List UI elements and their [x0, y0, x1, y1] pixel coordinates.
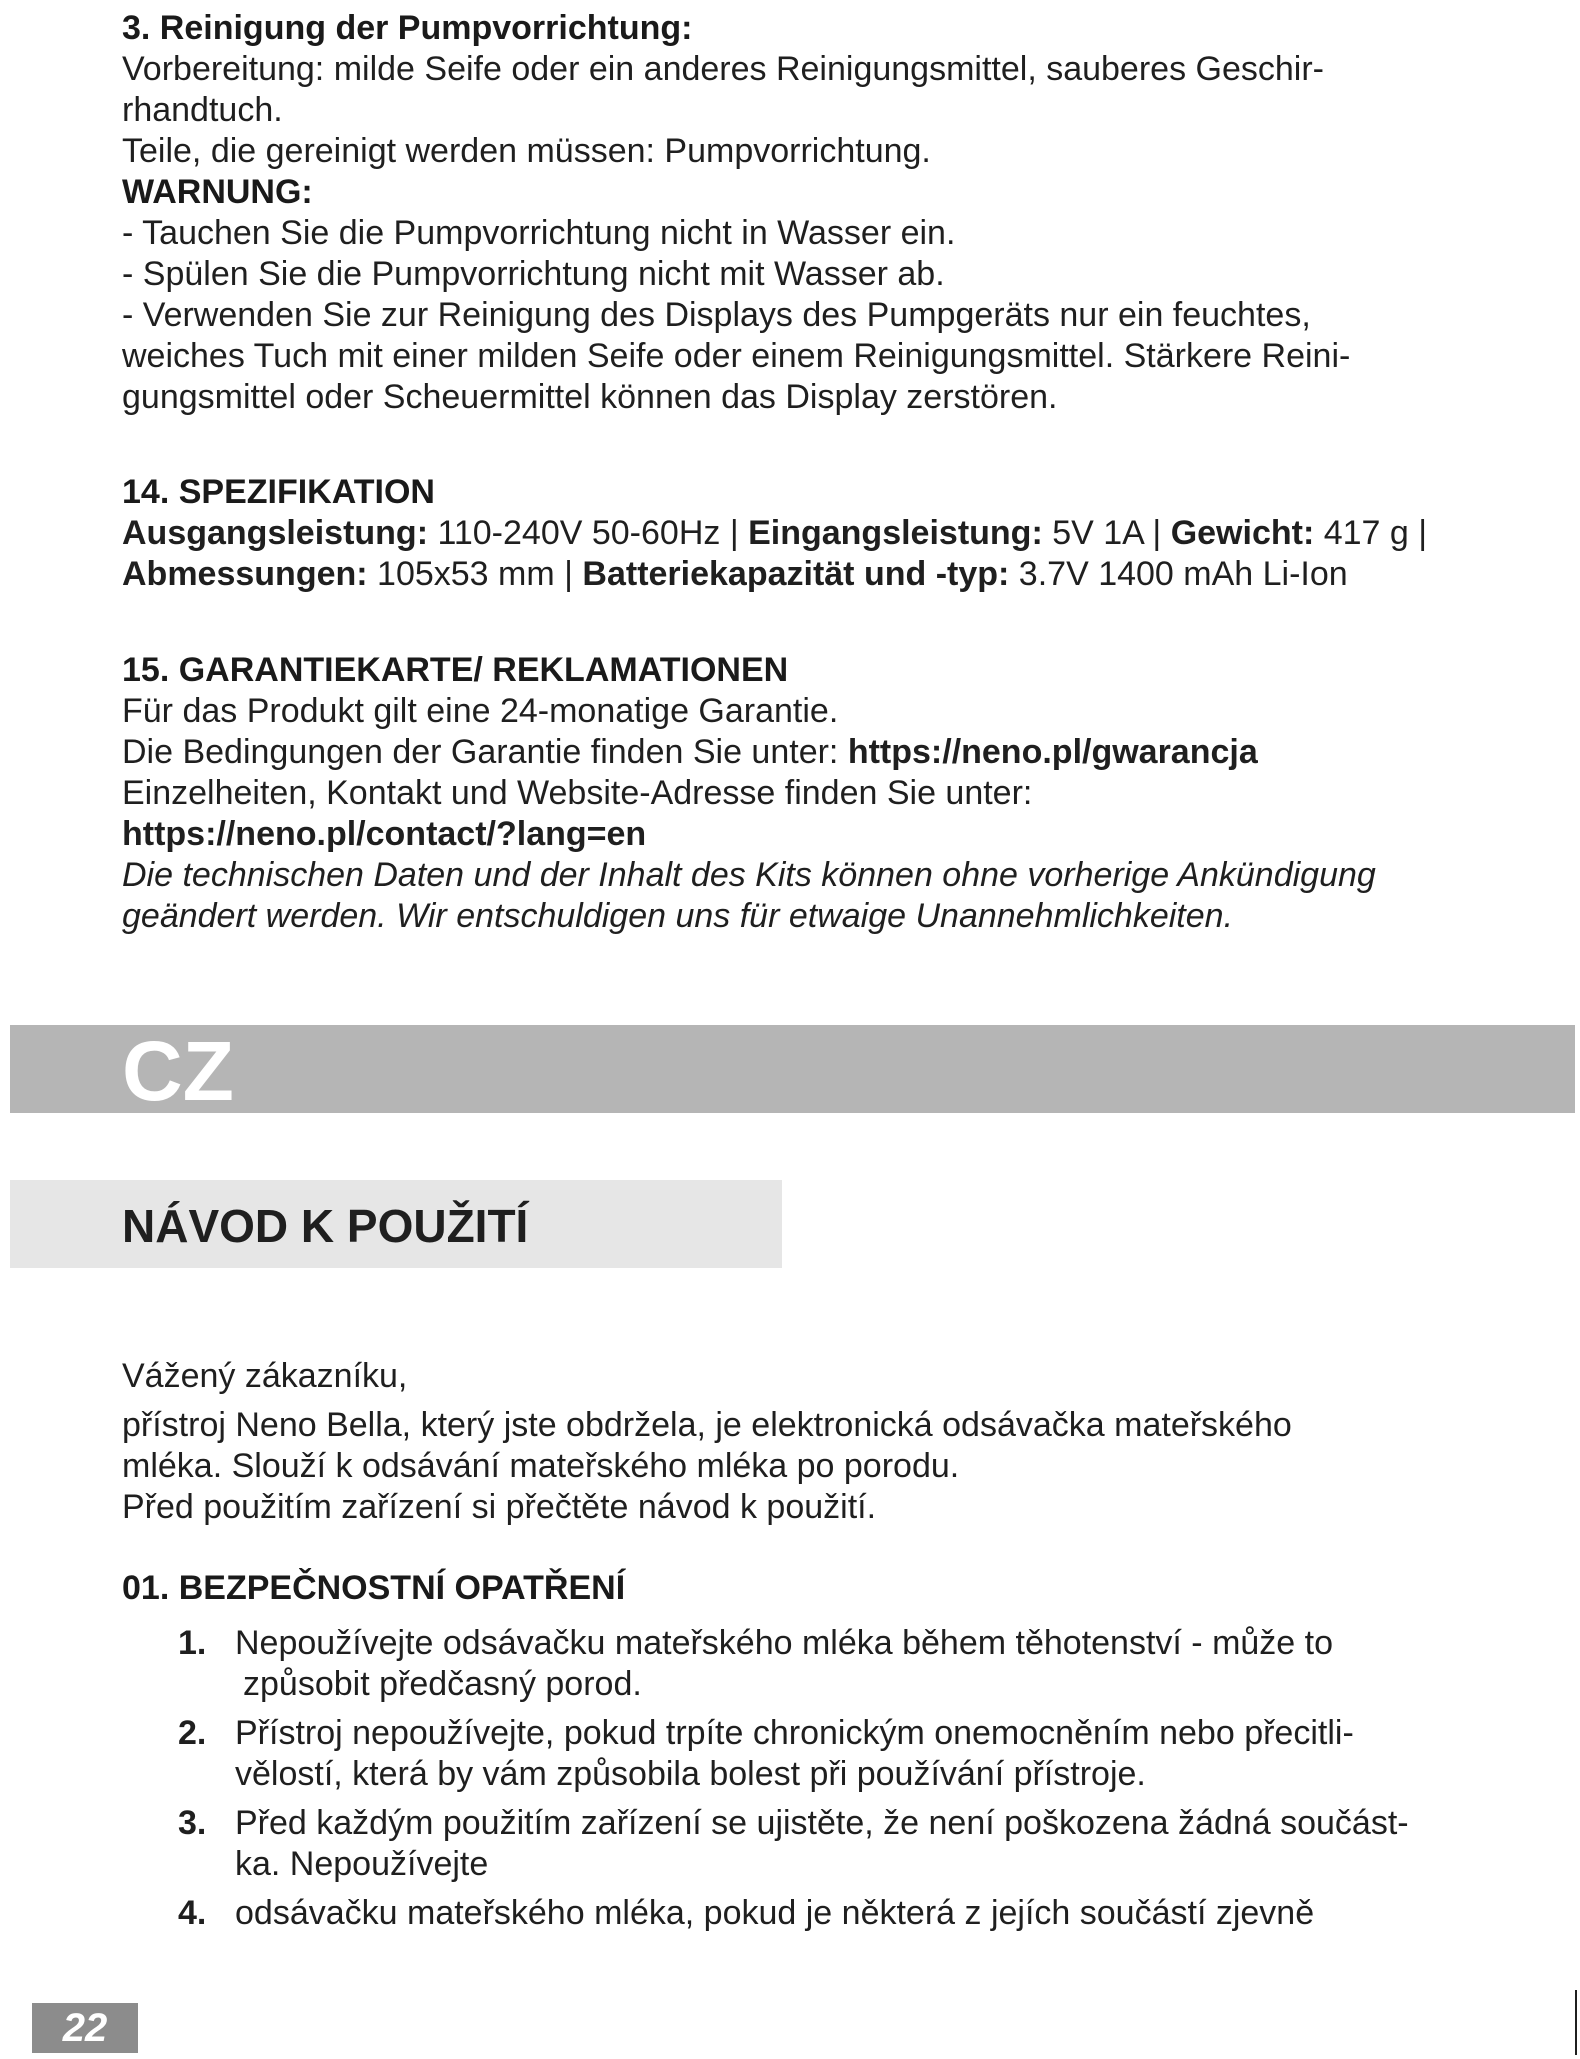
- warning-line: - Verwenden Sie zur Reinigung des Displays des Pumpgeräts nur ein feuchtes,: [122, 296, 1311, 334]
- disclaimer-line: geändert werden. Wir entschuldigen uns für etwaige Unannehmlichkeiten.: [122, 897, 1234, 935]
- safety-item-line: způsobit předčasný porod.: [243, 1665, 642, 1703]
- intro-line: přístroj Neno Bella, který jste obdržela, je elektronická odsávačka mateřského: [122, 1406, 1292, 1444]
- manual-title: NÁVOD K POUŽITÍ: [122, 1200, 529, 1252]
- spec-weight-value: 417 g |: [1314, 514, 1428, 552]
- warning-line: weiches Tuch mit einer milden Seife oder einem Reinigungsmittel. Stärkere Reini-: [122, 337, 1351, 375]
- safety-heading: 01. BEZPEČNOSTNÍ OPATŘENÍ: [122, 1569, 626, 1607]
- safety-item-line: ka. Nepoužívejte: [235, 1845, 489, 1883]
- greeting: Vážený zákazníku,: [122, 1357, 408, 1395]
- spec-input-value: 5V 1A |: [1042, 514, 1171, 552]
- spec-section: [122, 472, 1452, 595]
- safety-item-number: 2.: [178, 1714, 207, 1752]
- safety-item-line: odsávačku mateřského mléka, pokud je některá z jejích součástí zjevně: [235, 1894, 1315, 1932]
- spec-heading: 14. SPEZIFIKATION: [122, 473, 435, 511]
- cleaning-prep-line: rhandtuch.: [122, 91, 283, 129]
- safety-item-number: 1.: [178, 1624, 207, 1662]
- warranty-heading: 15. GARANTIEKARTE/ REKLAMATIONEN: [122, 651, 789, 689]
- safety-item: [178, 1893, 1468, 1934]
- spec-output-label: Ausgangsleistung:: [122, 514, 429, 552]
- safety-list-wrap: [178, 1623, 1468, 1942]
- cleaning-parts: Teile, die gereinigt werden müssen: Pumpvorrichtung.: [122, 132, 931, 170]
- warning-line: - Spülen Sie die Pumpvorrichtung nicht mit Wasser ab.: [122, 255, 945, 293]
- spec-dimensions-value: 105x53 mm |: [367, 555, 583, 593]
- cleaning-heading: 3. Reinigung der Pumpvorrichtung:: [122, 9, 693, 47]
- spec-input-label: Eingangsleistung:: [748, 514, 1043, 552]
- warranty-section: [122, 650, 1452, 937]
- contact-link[interactable]: https://neno.pl/contact/?lang=en: [122, 815, 647, 853]
- safety-item-number: 3.: [178, 1804, 207, 1842]
- warning-label: WARNUNG:: [122, 173, 313, 211]
- spec-battery-value: 3.7V 1400 mAh Li-Ion: [1009, 555, 1348, 593]
- spec-line-2: [122, 554, 1452, 595]
- manual-title-band: [10, 1180, 782, 1268]
- spec-weight-label: Gewicht:: [1170, 514, 1315, 552]
- language-code: CZ: [122, 1024, 234, 1118]
- safety-item-line: vělostí, která by vám způsobila bolest při používání přístroje.: [235, 1755, 1146, 1793]
- disclaimer-line: Die technischen Daten und der Inhalt des Kits können ohne vorherige Ankündigung: [122, 856, 1376, 894]
- safety-item-line: Před každým použitím zařízení se ujistěte, že není poškozena žádná součást-: [235, 1804, 1409, 1842]
- spec-line-1: [122, 513, 1452, 554]
- warning-line: - Tauchen Sie die Pumpvorrichtung nicht in Wasser ein.: [122, 214, 956, 252]
- safety-list: [178, 1623, 1468, 1934]
- intro-line: mléka. Slouží k odsávání mateřského mléka po porodu.: [122, 1447, 960, 1485]
- safety-item-line: Přístroj nepoužívejte, pokud trpíte chronickým onemocněním nebo přecitli-: [235, 1714, 1354, 1752]
- page-edge-rule: [1575, 1990, 1577, 2055]
- spec-battery-label: Batteriekapazität und -typ:: [582, 555, 1010, 593]
- intro-section: [122, 1356, 1452, 1528]
- safety-item-number: 4.: [178, 1894, 207, 1932]
- spec-output-value: 110-240V 50-60Hz |: [428, 514, 749, 552]
- safety-item: [178, 1713, 1468, 1795]
- safety-item: [178, 1623, 1468, 1705]
- safety-section: [122, 1568, 1452, 1621]
- warranty-line: Einzelheiten, Kontakt und Website-Adresse finden Sie unter:: [122, 774, 1033, 812]
- language-band: [10, 1024, 1575, 1118]
- cleaning-section: [122, 8, 1452, 418]
- safety-item-line: Nepoužívejte odsávačku mateřského mléka během těhotenství - může to: [235, 1624, 1334, 1662]
- safety-item: [178, 1803, 1468, 1885]
- warning-line: gungsmittel oder Scheuermittel können das Display zerstören.: [122, 378, 1058, 416]
- cleaning-prep-line: Vorbereitung: milde Seife oder ein anderes Reinigungsmittel, sauberes Geschir-: [122, 50, 1324, 88]
- spec-dimensions-label: Abmessungen:: [122, 555, 368, 593]
- warranty-line: Für das Produkt gilt eine 24-monatige Garantie.: [122, 692, 839, 730]
- warranty-line: [122, 732, 1452, 773]
- warranty-terms-text: Die Bedingungen der Garantie finden Sie unter:: [122, 733, 848, 771]
- intro-line: Před použitím zařízení si přečtěte návod k použití.: [122, 1488, 877, 1526]
- warranty-link[interactable]: https://neno.pl/gwarancja: [847, 733, 1258, 771]
- page-number: 22: [32, 2003, 138, 2053]
